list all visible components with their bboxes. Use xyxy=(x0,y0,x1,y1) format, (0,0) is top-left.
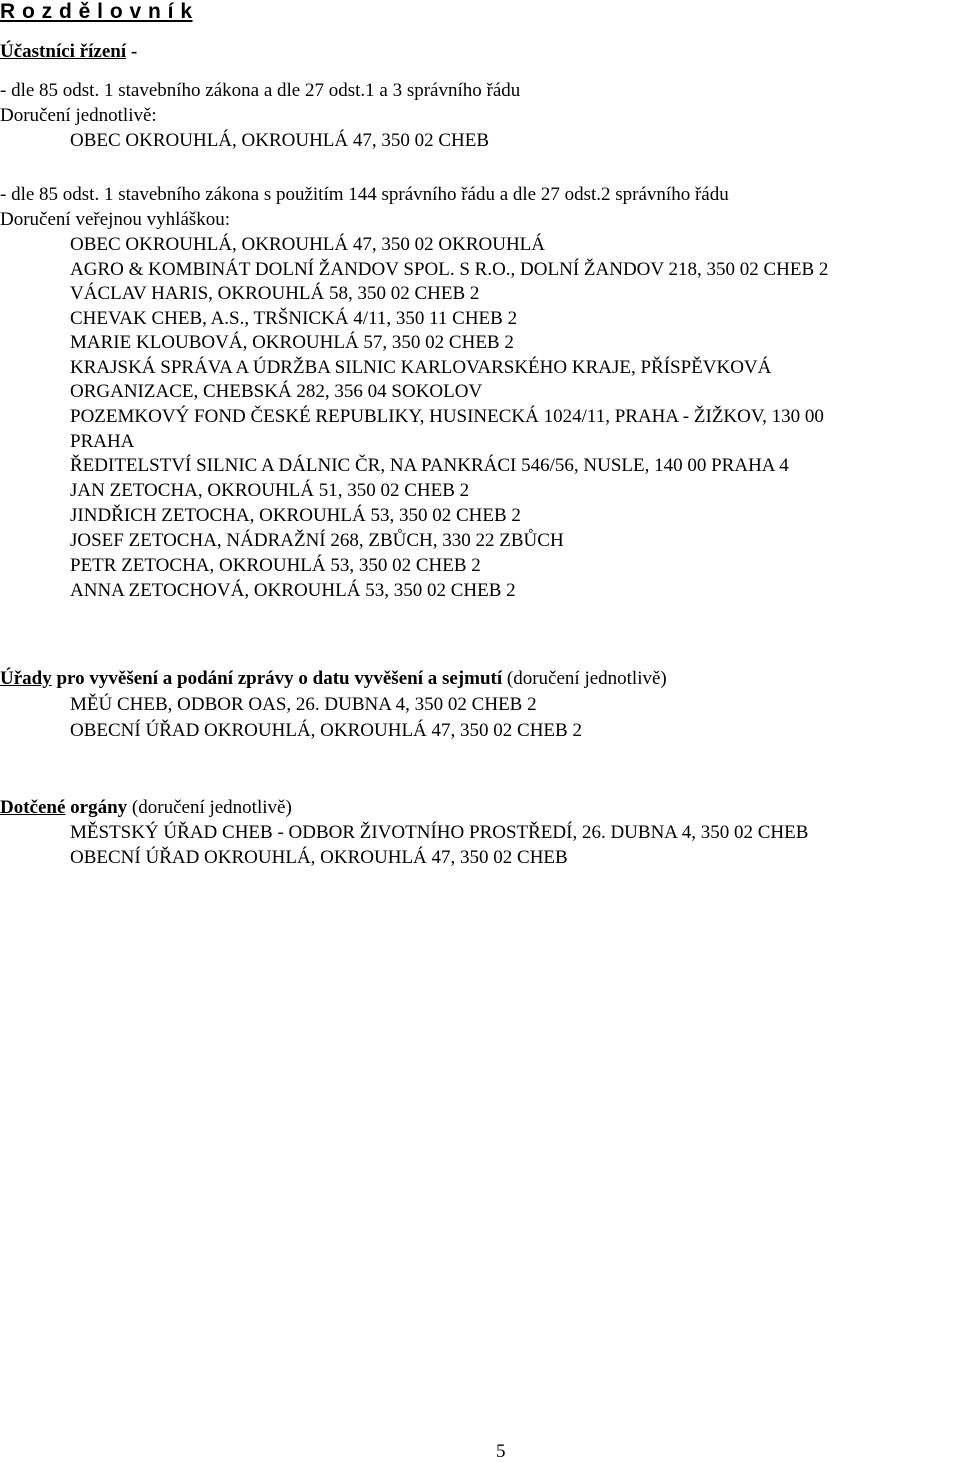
recipient-line: PETR ZETOCHA, OKROUHLÁ 53, 350 02 CHEB 2 xyxy=(70,555,481,576)
recipient-line: KRAJSKÁ SPRÁVA A ÚDRŽBA SILNIC KARLOVARSKÉHO KRAJE, PŘÍSPĚVKOVÁ xyxy=(70,357,772,378)
participants-heading xyxy=(0,40,137,64)
recipient-line: POZEMKOVÝ FOND ČESKÉ REPUBLIKY, HUSINECKÁ 1024/11, PRAHA - ŽIŽKOV, 130 00 xyxy=(70,406,824,427)
recipient-line: JINDŘICH ZETOCHA, OKROUHLÁ 53, 350 02 CHEB 2 xyxy=(70,505,521,526)
recipient-line: MARIE KLOUBOVÁ, OKROUHLÁ 57, 350 02 CHEB 2 xyxy=(70,332,514,353)
recipient-line: CHEVAK CHEB, A.S., TRŠNICKÁ 4/11, 350 11 CHEB 2 xyxy=(70,308,518,329)
recipient-line: AGRO & KOMBINÁT DOLNÍ ŽANDOV SPOL. S R.O., DOLNÍ ŽANDOV 218, 350 02 CHEB 2 xyxy=(70,259,829,280)
recipient-line: VÁCLAV HARIS, OKROUHLÁ 58, 350 02 CHEB 2 xyxy=(70,283,480,304)
group1-basis: - dle 85 odst. 1 stavebního zákona a dle 27 odst.1 a 3 správního řádu xyxy=(0,80,521,101)
offices-heading-note: (doručení jednotlivě) xyxy=(502,668,667,689)
authorities-heading-note: (doručení jednotlivě) xyxy=(127,797,292,818)
authorities-heading-underlined: Dotčené xyxy=(0,797,66,818)
recipient-line: JAN ZETOCHA, OKROUHLÁ 51, 350 02 CHEB 2 xyxy=(70,480,470,501)
recipient-line: ANNA ZETOCHOVÁ, OKROUHLÁ 53, 350 02 CHEB 2 xyxy=(70,580,516,601)
recipient-line: PRAHA xyxy=(70,431,135,452)
authorities-heading xyxy=(0,796,292,820)
recipient-line: OBEC OKROUHLÁ, OKROUHLÁ 47, 350 02 OKROUHLÁ xyxy=(70,234,545,255)
page-number: 5 xyxy=(496,1441,506,1462)
recipient-line: ORGANIZACE, CHEBSKÁ 282, 356 04 SOKOLOV xyxy=(70,381,483,402)
authorities-heading-bold: orgány xyxy=(65,797,128,818)
document-title: R o z d ě l o v n í k xyxy=(0,0,193,23)
recipient-line: ŘEDITELSTVÍ SILNIC A DÁLNIC ČR, NA PANKRÁCI 546/56, NUSLE, 140 00 PRAHA 4 xyxy=(70,455,789,476)
recipient-line: OBECNÍ ÚŘAD OKROUHLÁ, OKROUHLÁ 47, 350 02 CHEB xyxy=(70,847,568,868)
recipient-line: OBEC OKROUHLÁ, OKROUHLÁ 47, 350 02 CHEB xyxy=(70,130,490,151)
participants-heading-text: Účastníci řízení xyxy=(0,41,127,62)
participants-heading-suffix: - xyxy=(126,41,138,62)
group2-basis: - dle 85 odst. 1 stavebního zákona s použitím 144 správního řádu a dle 27 odst.2 správního řádu xyxy=(0,184,729,205)
offices-heading-bold: pro vyvěšení a podání zprávy o datu vyvěšení a sejmutí xyxy=(51,668,503,689)
recipient-line: JOSEF ZETOCHA, NÁDRAŽNÍ 268, ZBŮCH, 330 22 ZBŮCH xyxy=(70,530,564,551)
recipient-line: OBECNÍ ÚŘAD OKROUHLÁ, OKROUHLÁ 47, 350 02 CHEB 2 xyxy=(70,720,582,741)
group1-delivery: Doručení jednotlivě: xyxy=(0,105,157,126)
group2-delivery: Doručení veřejnou vyhláškou: xyxy=(0,209,231,230)
offices-heading-underlined: Úřady xyxy=(0,668,52,689)
offices-heading xyxy=(0,667,667,691)
recipient-line: MĚÚ CHEB, ODBOR OAS, 26. DUBNA 4, 350 02 CHEB 2 xyxy=(70,694,537,715)
recipient-line: MĚSTSKÝ ÚŘAD CHEB - ODBOR ŽIVOTNÍHO PROSTŘEDÍ, 26. DUBNA 4, 350 02 CHEB xyxy=(70,822,809,843)
